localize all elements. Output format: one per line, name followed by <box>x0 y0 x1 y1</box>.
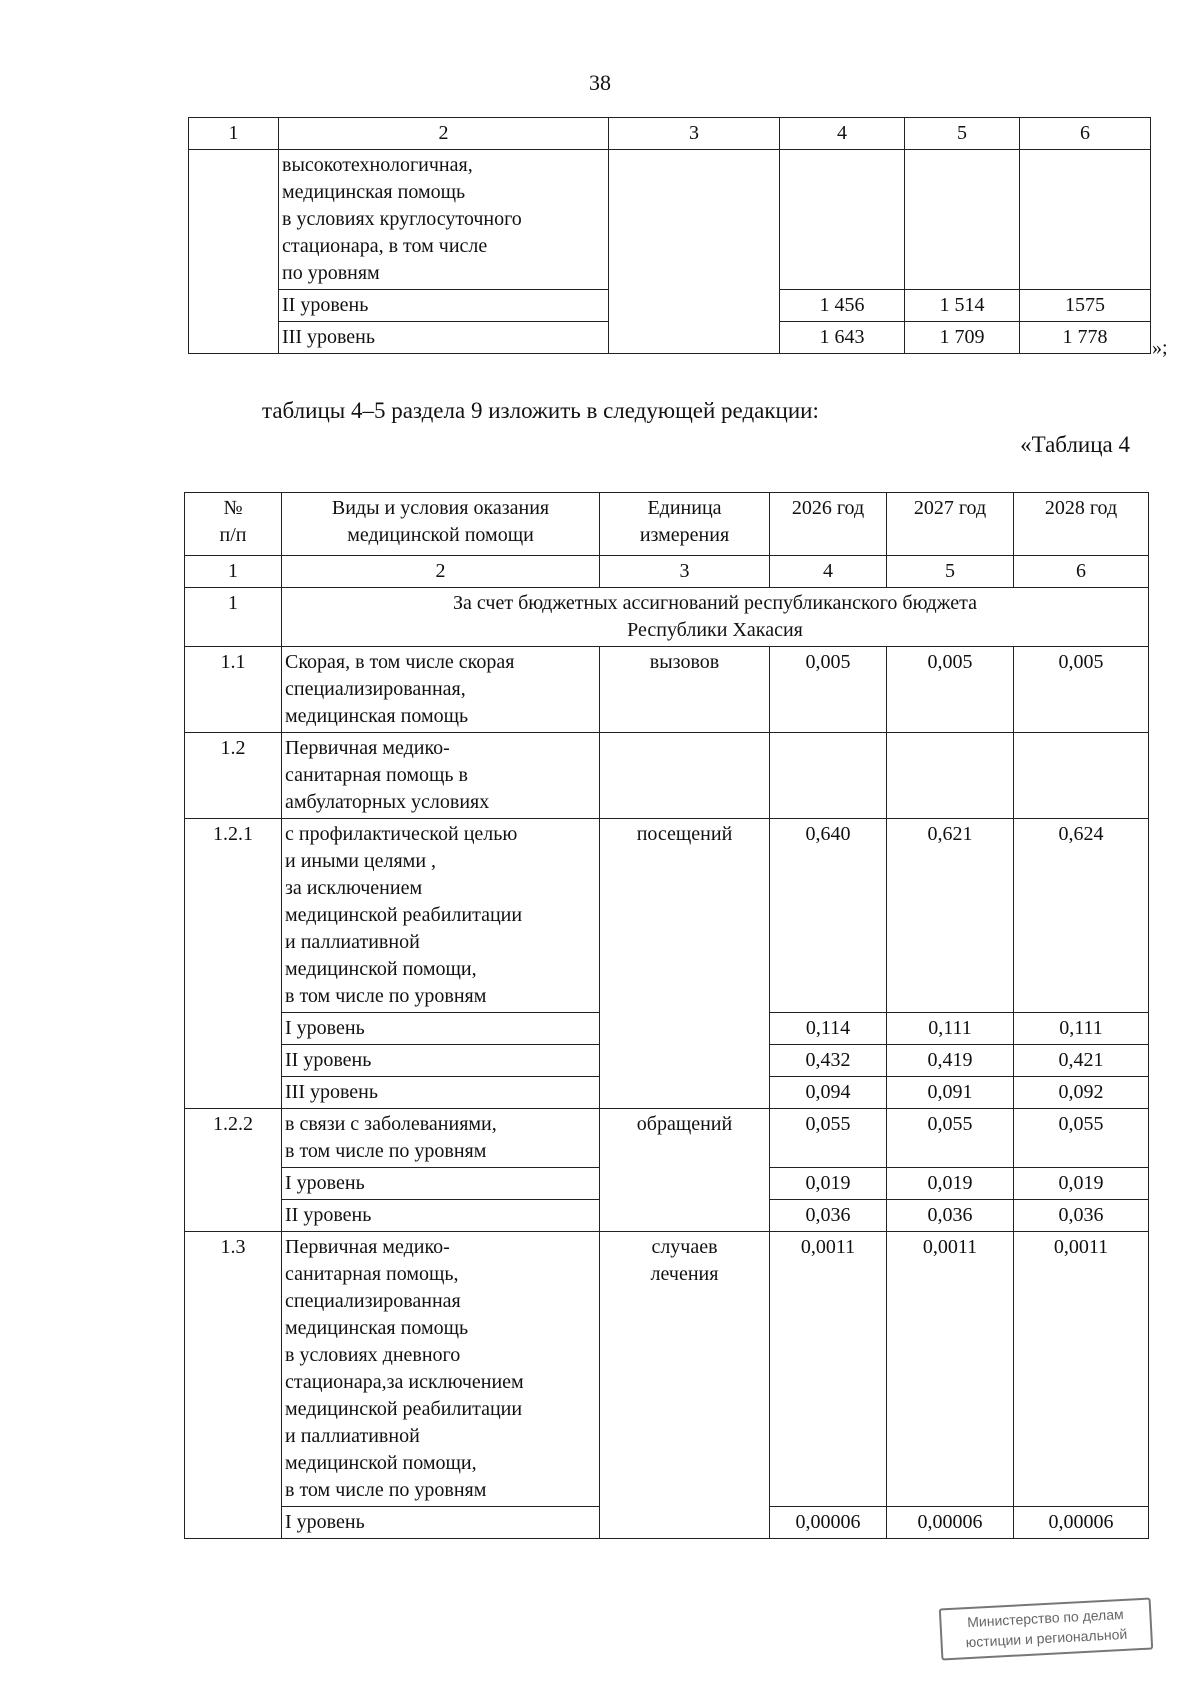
column-number: 3 <box>600 556 770 588</box>
value-cell <box>1020 150 1151 290</box>
row-number-cell <box>189 150 279 354</box>
level-name: III уровень <box>282 1077 600 1109</box>
column-number: 4 <box>780 118 905 150</box>
value-2026: 0,055 <box>770 1109 887 1168</box>
value-2028: 0,055 <box>1014 1109 1149 1168</box>
table-4 <box>184 492 1149 1539</box>
level-name: II уровень <box>282 1200 600 1232</box>
value-cell: 1 709 <box>905 322 1020 354</box>
value-2027: 0,00006 <box>887 1507 1014 1539</box>
value-2028: 0,005 <box>1014 647 1149 733</box>
value-cell: 1 456 <box>780 290 905 322</box>
column-number: 5 <box>905 118 1020 150</box>
value-2026: 0,00006 <box>770 1507 887 1539</box>
column-number: 3 <box>609 118 780 150</box>
stamp-line: Министерство по делам <box>966 1605 1125 1631</box>
row-name: Первичная медико- санитарная помощь в амбулаторных условиях <box>282 733 600 819</box>
table-row <box>185 1232 1149 1507</box>
value-2027: 0,419 <box>887 1045 1014 1077</box>
value-2026: 0,432 <box>770 1045 887 1077</box>
header-number: № п/п <box>185 493 282 556</box>
table-caption: «Таблица 4 <box>1020 432 1130 457</box>
column-numbers-row <box>185 556 1149 588</box>
table-header-row <box>189 118 1151 150</box>
column-number: 2 <box>282 556 600 588</box>
unit-cell: посещений <box>600 819 770 1109</box>
row-name: с профилактической целью и иными целями , за исключением медицинской реабилитации и паллиативной медицинской помощи, в том числе по уровням <box>282 819 600 1013</box>
value-cell: 1 643 <box>780 322 905 354</box>
table-row <box>185 647 1149 733</box>
unit-cell <box>600 733 770 819</box>
header-unit: Единица измерения <box>600 493 770 556</box>
intro-text: таблицы 4–5 раздела 9 изложить в следующей редакции: <box>262 398 819 423</box>
value-2026: 0,094 <box>770 1077 887 1109</box>
value-2028: 0,00006 <box>1014 1507 1149 1539</box>
unit-cell: обращений <box>600 1109 770 1232</box>
unit-cell <box>609 150 780 354</box>
row-number: 1.2 <box>185 733 282 819</box>
column-number: 5 <box>887 556 1014 588</box>
unit-cell: случаев лечения <box>600 1232 770 1539</box>
header-kind: Виды и условия оказания медицинской помощи <box>282 493 600 556</box>
value-cell <box>905 150 1020 290</box>
value-2028: 0,092 <box>1014 1077 1149 1109</box>
level-name: I уровень <box>282 1168 600 1200</box>
table-row <box>185 1109 1149 1168</box>
value-2028: 0,019 <box>1014 1168 1149 1200</box>
row-name: в связи с заболеваниями, в том числе по уровням <box>282 1109 600 1168</box>
level-name: I уровень <box>282 1507 600 1539</box>
stamp-line: юстиции и региональной <box>965 1625 1128 1651</box>
row-name: высокотехнологичная, медицинская помощь в условиях круглосуточного стационара, в том числе по уровням <box>279 150 609 290</box>
header-year-2026: 2026 год <box>770 493 887 556</box>
value-2028: 0,0011 <box>1014 1232 1149 1507</box>
table-row <box>185 819 1149 1013</box>
value-2027: 0,055 <box>887 1109 1014 1168</box>
row-number: 1.3 <box>185 1232 282 1539</box>
table-header-row <box>185 493 1149 556</box>
section-row <box>185 588 1149 647</box>
row-number: 1.2.1 <box>185 819 282 1109</box>
value-2027: 0,111 <box>887 1013 1014 1045</box>
value-2026: 0,036 <box>770 1200 887 1232</box>
row-name: II уровень <box>279 290 609 322</box>
value-cell: 1575 <box>1020 290 1151 322</box>
value-2027: 0,0011 <box>887 1232 1014 1507</box>
value-2028: 0,036 <box>1014 1200 1149 1232</box>
page-number: 38 <box>589 70 611 95</box>
value-2026: 0,0011 <box>770 1232 887 1507</box>
value-2026 <box>770 733 887 819</box>
value-2028 <box>1014 733 1149 819</box>
value-2027: 0,019 <box>887 1168 1014 1200</box>
value-2026: 0,005 <box>770 647 887 733</box>
value-2027: 0,005 <box>887 647 1014 733</box>
value-2028: 0,421 <box>1014 1045 1149 1077</box>
level-name: I уровень <box>282 1013 600 1045</box>
table-row <box>189 150 1151 290</box>
value-2027: 0,621 <box>887 819 1014 1013</box>
ministry-stamp <box>939 1597 1153 1660</box>
row-name: Первичная медико- санитарная помощь, специализированная медицинская помощь в условиях дневного стационара,за исключением медицинской реабилитации и паллиативной медицинской помощи, в том числе по уровням <box>282 1232 600 1507</box>
value-2028: 0,624 <box>1014 819 1149 1013</box>
row-name: III уровень <box>279 322 609 354</box>
value-cell <box>780 150 905 290</box>
value-2028: 0,111 <box>1014 1013 1149 1045</box>
column-number: 4 <box>770 556 887 588</box>
column-number: 6 <box>1014 556 1149 588</box>
unit-cell: вызовов <box>600 647 770 733</box>
row-name: Скорая, в том числе скорая специализированная, медицинская помощь <box>282 647 600 733</box>
closing-quote: »; <box>1152 337 1168 359</box>
value-2026: 0,019 <box>770 1168 887 1200</box>
value-2027: 0,036 <box>887 1200 1014 1232</box>
value-2026: 0,640 <box>770 819 887 1013</box>
value-cell: 1 778 <box>1020 322 1151 354</box>
section-number: 1 <box>185 588 282 647</box>
section-title: За счет бюджетных ассигнований республиканского бюджета Республики Хакасия <box>282 588 1149 647</box>
value-cell: 1 514 <box>905 290 1020 322</box>
table-row <box>185 733 1149 819</box>
level-name: II уровень <box>282 1045 600 1077</box>
column-number: 2 <box>279 118 609 150</box>
header-year-2027: 2027 год <box>887 493 1014 556</box>
value-2027: 0,091 <box>887 1077 1014 1109</box>
column-number: 1 <box>185 556 282 588</box>
column-number: 1 <box>189 118 279 150</box>
row-number: 1.1 <box>185 647 282 733</box>
header-year-2028: 2028 год <box>1014 493 1149 556</box>
column-number: 6 <box>1020 118 1151 150</box>
value-2026: 0,114 <box>770 1013 887 1045</box>
row-number: 1.2.2 <box>185 1109 282 1232</box>
continued-table <box>188 117 1151 354</box>
value-2027 <box>887 733 1014 819</box>
